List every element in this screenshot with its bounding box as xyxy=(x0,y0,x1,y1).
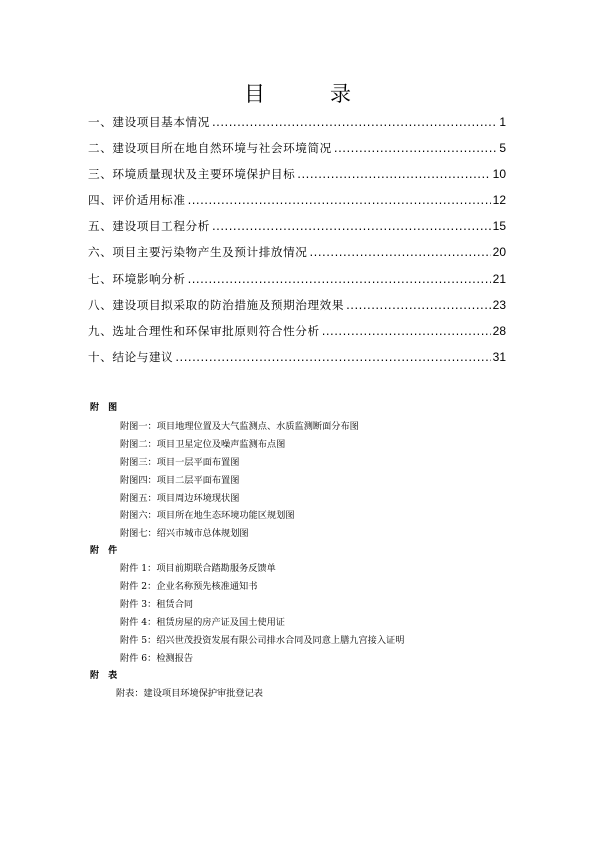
table-item: 附表：建设项目环境保护审批登记表 xyxy=(116,687,263,699)
toc-entry-label: 十、结论与建议 xyxy=(88,349,174,364)
toc-entry-label: 四、评价适用标准 xyxy=(88,193,186,208)
attachment-item: 附件 2：企业名称预先核准通知书 xyxy=(120,581,258,593)
toc-entry xyxy=(88,114,506,140)
toc-dot-leader xyxy=(322,324,491,338)
tables-heading: 附 表 xyxy=(90,670,121,681)
page-title: 目 录 xyxy=(244,82,373,106)
attachment-item: 附件 1：项目前期联合踏勘服务反馈单 xyxy=(120,563,276,575)
toc-entry-page: 15 xyxy=(492,219,506,234)
toc-entry xyxy=(88,349,506,375)
toc-dot-leader xyxy=(297,167,490,181)
toc-entry-label: 二、建设项目所在地自然环境与社会环境简况 xyxy=(88,141,332,156)
toc-entry-page: 5 xyxy=(499,141,506,156)
toc-dot-leader xyxy=(175,350,490,364)
toc-entry-label: 一、建设项目基本情况 xyxy=(88,115,210,129)
toc-entry xyxy=(88,297,506,323)
toc-entry-page: 31 xyxy=(492,349,506,364)
toc-entry-page: 12 xyxy=(492,193,506,208)
appendix-section xyxy=(90,400,520,702)
attachment-item: 附件 3：租赁合同 xyxy=(120,599,194,611)
toc-dot-leader xyxy=(212,115,497,129)
toc-entry-page: 10 xyxy=(492,167,506,182)
toc-entry-page: 1 xyxy=(499,115,506,129)
toc-dot-leader xyxy=(310,245,491,259)
figure-item: 附图二：项目卫星定位及噪声监测布点图 xyxy=(120,438,286,450)
attachment-item: 附件 5：绍兴世茂投资发展有限公司排水合同及同意上膳九宫接入证明 xyxy=(120,634,405,646)
toc-entry-label: 七、环境影响分析 xyxy=(88,271,186,286)
figure-item: 附图七：绍兴市城市总体规划图 xyxy=(120,528,249,540)
toc-entry-page: 21 xyxy=(492,271,506,286)
figures-list xyxy=(90,418,520,543)
toc-entry xyxy=(88,218,506,244)
toc-entry xyxy=(88,323,506,349)
figure-item: 附图五：项目周边环境现状图 xyxy=(120,492,240,504)
toc-entry-label: 九、选址合理性和环保审批原则符合性分析 xyxy=(88,323,320,338)
attachments-list xyxy=(90,560,520,667)
attachments-heading: 附 件 xyxy=(90,546,121,557)
toc-entry-label: 五、建设项目工程分析 xyxy=(88,219,210,234)
toc-entry-page: 28 xyxy=(492,323,506,338)
toc-dot-leader xyxy=(346,298,491,312)
attachment-item: 附件 6：检测报告 xyxy=(120,652,194,664)
toc-entry-label: 八、建设项目拟采取的防治措施及预期治理效果 xyxy=(88,297,345,312)
figures-heading: 附 图 xyxy=(90,403,121,413)
figure-item: 附图四：项目二层平面布置图 xyxy=(120,474,240,486)
toc-entry xyxy=(88,271,506,297)
tables-list xyxy=(90,685,520,703)
toc-entry-page: 23 xyxy=(492,297,506,312)
toc-entry xyxy=(88,166,506,192)
toc-entry-label: 六、项目主要污染物产生及预计排放情况 xyxy=(88,245,308,260)
toc-entry xyxy=(88,192,506,218)
toc-entry xyxy=(88,140,506,166)
toc-dot-leader xyxy=(334,141,497,155)
toc-entry-page: 20 xyxy=(492,245,506,260)
figure-item: 附图三：项目一层平面布置图 xyxy=(120,456,240,468)
attachment-item: 附件 4：租赁房屋的房产证及国土使用证 xyxy=(120,616,285,628)
toc-dot-leader xyxy=(212,219,491,233)
toc-entry xyxy=(88,244,506,270)
toc-entry-label: 三、环境质量现状及主要环境保护目标 xyxy=(88,167,296,182)
table-of-contents xyxy=(88,114,506,375)
figure-item: 附图一：项目地理位置及大气监测点、水质监测断面分布图 xyxy=(120,421,359,432)
figure-item: 附图六：项目所在地生态环境功能区规划图 xyxy=(120,510,295,522)
toc-dot-leader xyxy=(188,193,491,207)
toc-dot-leader xyxy=(188,272,491,286)
